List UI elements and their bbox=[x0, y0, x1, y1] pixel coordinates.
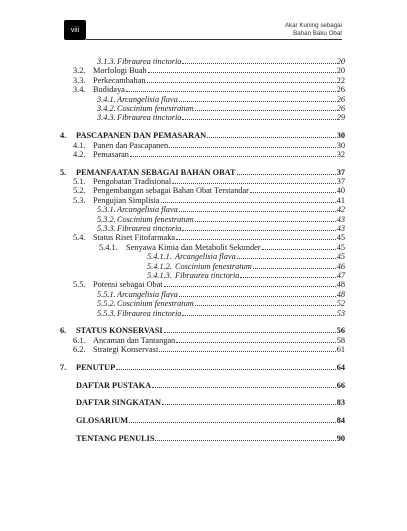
toc-entry-page: 47 bbox=[336, 270, 345, 280]
toc-entry-number: 5. bbox=[60, 167, 67, 177]
toc-entry-number: 5.3.2. bbox=[97, 214, 116, 224]
dot-leader bbox=[207, 137, 336, 138]
toc-entry bbox=[60, 299, 345, 308]
toc-entry-number: 5.4.1. bbox=[99, 242, 118, 252]
toc-entry-page: 52 bbox=[336, 299, 345, 309]
dot-leader bbox=[253, 268, 336, 269]
toc-entry-number: 5.5.2. bbox=[97, 299, 116, 309]
toc-entry-number: 6.2. bbox=[73, 345, 86, 355]
toc-entry-page: 43 bbox=[336, 224, 345, 234]
toc-entry-number: 5.3.3. bbox=[97, 224, 116, 234]
dot-leader bbox=[179, 296, 336, 297]
toc-entry-page: 26 bbox=[336, 85, 345, 95]
toc-entry-number: 4.2. bbox=[73, 149, 86, 159]
toc-entry-number: 6.1. bbox=[73, 335, 86, 345]
toc-entry-title: PEMANFAATAN SEBAGAI BAHAN OBAT bbox=[76, 167, 236, 177]
toc-entry-number: 5.4.1.2. bbox=[147, 261, 172, 271]
toc-entry-title: Potensi sebagai Obat bbox=[93, 280, 163, 290]
dot-leader bbox=[164, 332, 336, 333]
toc-entry-title: Pengembangan sebagai Bahan Obat Terstandar bbox=[93, 186, 249, 196]
toc-entry-number: 5.4. bbox=[73, 233, 86, 243]
dot-leader bbox=[250, 192, 336, 193]
toc-entry-number: 3.4. bbox=[73, 85, 86, 95]
toc-chapter-entry bbox=[60, 363, 345, 372]
toc-entry-number: 7. bbox=[60, 362, 67, 372]
toc-entry-page: 43 bbox=[336, 214, 345, 224]
dot-leader bbox=[116, 369, 336, 370]
toc-entry-page: 42 bbox=[336, 205, 345, 215]
dot-leader bbox=[237, 174, 336, 175]
dot-leader bbox=[161, 202, 336, 203]
dot-leader bbox=[182, 230, 335, 231]
dot-leader bbox=[195, 305, 336, 306]
toc-entry bbox=[60, 177, 345, 186]
toc-entry-page: 53 bbox=[336, 308, 345, 318]
toc-entry-page: 26 bbox=[336, 103, 345, 113]
toc-entry-page: 46 bbox=[336, 261, 345, 271]
toc-entry-number: 3.4.3. bbox=[97, 113, 116, 123]
toc-entry-page: 66 bbox=[336, 380, 345, 390]
toc-entry bbox=[60, 186, 345, 195]
toc-entry-title: Perkecambahan bbox=[93, 75, 146, 85]
toc-entry-number: 5.5.1. bbox=[97, 289, 116, 299]
toc-entry-page: 45 bbox=[336, 242, 345, 252]
dot-leader bbox=[182, 63, 335, 64]
toc-entry-title: Coscinium fenestratum bbox=[117, 299, 194, 309]
toc-entry-number: 4. bbox=[60, 131, 67, 141]
toc-entry-title: Ancaman dan Tantangan bbox=[93, 335, 176, 345]
toc-entry-number: 5.3. bbox=[73, 195, 86, 205]
dot-leader bbox=[162, 404, 336, 405]
dot-leader bbox=[176, 239, 336, 240]
toc-entry-number: 5.4.1.1. bbox=[147, 252, 172, 262]
toc-entry-page: 32 bbox=[336, 149, 345, 159]
toc-entry bbox=[60, 224, 345, 233]
toc-entry-page: 37 bbox=[336, 177, 345, 187]
toc-entry bbox=[60, 345, 345, 354]
toc-entry bbox=[60, 85, 345, 94]
toc-entry-page: 20 bbox=[336, 66, 345, 76]
toc-entry-title: Pemasaran bbox=[93, 149, 129, 159]
toc-entry-number: 6. bbox=[60, 326, 67, 336]
toc-entry-page: 90 bbox=[336, 434, 345, 444]
toc-entry-title: Budidaya bbox=[93, 85, 125, 95]
toc-entry-title: Senyawa Kimia dan Metabolit Sekunder bbox=[126, 242, 261, 252]
toc-entry-title: Status Riset Fitofarmaka bbox=[93, 233, 176, 243]
toc-entry-page: 40 bbox=[336, 186, 345, 196]
dot-leader bbox=[155, 440, 335, 441]
toc-entry-page: 56 bbox=[336, 326, 345, 336]
toc-entry-title: Fibraurea tinctoria bbox=[117, 224, 182, 234]
toc-entry-title: DAFTAR PUSTAKA bbox=[76, 380, 152, 390]
toc-chapter-entry bbox=[60, 131, 345, 140]
toc-entry-number: 3.3. bbox=[73, 75, 86, 85]
toc-entry-title: Arcangelisia flava bbox=[117, 94, 178, 104]
toc-entry-page: 61 bbox=[336, 345, 345, 355]
table-of-contents bbox=[60, 57, 345, 443]
toc-entry-number: 5.4.1.3. bbox=[147, 270, 172, 280]
toc-entry-page: 45 bbox=[336, 252, 345, 262]
toc-entry bbox=[60, 95, 345, 104]
toc-entry-title: Coscinium fenestratum bbox=[117, 214, 194, 224]
dot-leader bbox=[182, 119, 335, 120]
page-header bbox=[64, 20, 342, 40]
running-title-line2: Bahan Baku Obat bbox=[293, 29, 342, 37]
toc-entry-number: 5.1. bbox=[73, 177, 86, 187]
toc-entry-page: 83 bbox=[336, 398, 345, 408]
dot-leader bbox=[237, 258, 336, 259]
toc-entry-title: Pengujian Simplisia bbox=[93, 195, 160, 205]
toc-entry-page: 41 bbox=[336, 195, 345, 205]
toc-entry-title: Pengobatan Tradisional bbox=[93, 177, 172, 187]
toc-entry bbox=[60, 113, 345, 122]
dot-leader bbox=[262, 249, 336, 250]
toc-chapter-entry bbox=[60, 326, 345, 335]
dot-leader bbox=[148, 72, 336, 73]
toc-entry bbox=[60, 280, 345, 289]
toc-entry bbox=[60, 150, 345, 159]
toc-entry-title: Arcangelisia flava bbox=[117, 289, 178, 299]
toc-chapter-entry bbox=[60, 398, 345, 407]
toc-entry-number: 5.5. bbox=[73, 280, 86, 290]
toc-entry-page: 20 bbox=[336, 57, 345, 66]
toc-entry bbox=[60, 290, 345, 299]
toc-entry-page: 26 bbox=[336, 94, 345, 104]
toc-entry-page: 84 bbox=[336, 416, 345, 426]
running-title-line1: Akar Kuning sebagai bbox=[284, 22, 342, 29]
toc-entry bbox=[60, 252, 345, 261]
toc-entry bbox=[60, 205, 345, 214]
dot-leader bbox=[195, 221, 336, 222]
dot-leader bbox=[129, 422, 336, 423]
toc-entry-page: 29 bbox=[336, 113, 345, 123]
toc-entry-title: PASCAPANEN DAN PEMASARAN bbox=[76, 131, 207, 141]
toc-entry-title: Coscinium fenestratum bbox=[117, 103, 194, 113]
toc-chapter-entry bbox=[60, 416, 345, 425]
toc-chapter-entry bbox=[60, 168, 345, 177]
toc-entry bbox=[60, 262, 345, 271]
toc-entry-number: 5.5.3. bbox=[97, 308, 116, 318]
dot-leader bbox=[240, 277, 335, 278]
dot-leader bbox=[195, 110, 336, 111]
toc-entry-number: 3.2. bbox=[73, 66, 86, 76]
toc-entry-title: TENTANG PENULIS bbox=[76, 434, 155, 444]
dot-leader bbox=[179, 101, 336, 102]
toc-entry bbox=[60, 196, 345, 205]
toc-entry-title: Coscinium fenestratum bbox=[175, 261, 252, 271]
toc-entry-number: 5.2. bbox=[73, 186, 86, 196]
toc-entry-title: Fibraurea tinctoria bbox=[175, 270, 240, 280]
toc-chapter-entry bbox=[60, 434, 345, 443]
toc-entry bbox=[60, 141, 345, 150]
toc-entry-number: 3.4.1. bbox=[97, 94, 116, 104]
toc-entry-page: 30 bbox=[336, 131, 345, 141]
toc-entry-number: 3.4.2. bbox=[97, 103, 116, 113]
toc-entry-title: Fibraurea tinctoria bbox=[117, 308, 182, 318]
toc-entry-title: STATUS KONSERVASI bbox=[76, 326, 163, 336]
toc-entry-title: PENUTUP bbox=[76, 362, 116, 372]
toc-entry-page: 58 bbox=[336, 335, 345, 345]
header-rule bbox=[86, 39, 342, 40]
toc-entry-page: 37 bbox=[336, 167, 345, 177]
toc-entry-title: Arcangelisia flava bbox=[117, 205, 178, 215]
dot-leader bbox=[176, 342, 336, 343]
dot-leader bbox=[169, 147, 336, 148]
toc-entry-title: DAFTAR SINGKATAN bbox=[76, 398, 162, 408]
toc-entry bbox=[60, 336, 345, 345]
toc-entry bbox=[60, 271, 345, 280]
toc-entry-page: 45 bbox=[336, 233, 345, 243]
toc-entry-title: GLOSARIUM bbox=[76, 416, 129, 426]
toc-entry bbox=[60, 309, 345, 318]
toc-entry bbox=[60, 215, 345, 224]
dot-leader bbox=[159, 351, 335, 352]
toc-entry-page: 30 bbox=[336, 140, 345, 150]
toc-entry-title: Strategi Konservasi bbox=[93, 345, 159, 355]
toc-entry-title: Panen dan Pascapanen bbox=[93, 140, 169, 150]
toc-entry bbox=[60, 104, 345, 113]
toc-entry-number: 3.1.3. bbox=[97, 57, 116, 66]
toc-entry-page: 48 bbox=[336, 289, 345, 299]
page-number-badge: viii bbox=[64, 20, 86, 40]
dot-leader bbox=[147, 82, 336, 83]
dot-leader bbox=[152, 387, 336, 388]
dot-leader bbox=[130, 156, 336, 157]
toc-entry-page: 48 bbox=[336, 280, 345, 290]
toc-entry-title: Fibraurea tinctoria bbox=[117, 57, 182, 66]
dot-leader bbox=[179, 211, 336, 212]
running-title bbox=[285, 22, 342, 37]
toc-entry-title: Fibraurea tinctoria bbox=[117, 113, 182, 123]
toc-entry-title: Arcangelisia flava bbox=[175, 252, 236, 262]
dot-leader bbox=[182, 315, 335, 316]
toc-entry-number: 4.1. bbox=[73, 140, 86, 150]
toc-entry bbox=[60, 233, 345, 242]
toc-entry-page: 64 bbox=[336, 362, 345, 372]
toc-entry-page: 22 bbox=[336, 75, 345, 85]
dot-leader bbox=[126, 91, 336, 92]
toc-entry bbox=[60, 243, 345, 252]
toc-entry-number: 5.3.1. bbox=[97, 205, 116, 215]
dot-leader bbox=[172, 183, 336, 184]
toc-entry bbox=[60, 66, 345, 75]
toc-entry-title: Morfologi Buah bbox=[93, 66, 147, 76]
toc-entry bbox=[60, 76, 345, 85]
toc-entry bbox=[60, 57, 345, 66]
dot-leader bbox=[164, 286, 336, 287]
toc-chapter-entry bbox=[60, 381, 345, 390]
